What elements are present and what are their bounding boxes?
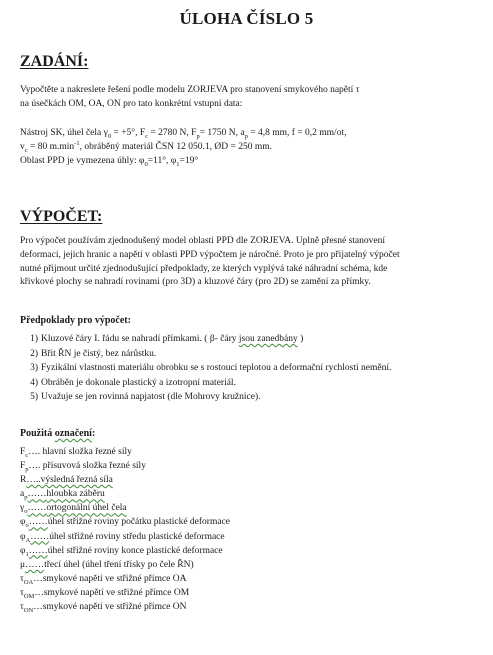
list-item: R…..výsledná řezná síla: [20, 475, 113, 486]
list-item: $\tau_{OA}\dots smykové$ napětí ve střižné přímce OA: [20, 573, 187, 586]
tau-symbol: τ: [355, 85, 360, 95]
list-item: $\tau_{OM}\dots smykové$ napětí ve střižné přímce OM: [20, 587, 190, 600]
list-item: $\tau_{ON}\dots smykové$ napětí ve střižné přímce ON: [20, 602, 187, 614]
section-heading-zadani: ZADÁNÍ:: [20, 53, 89, 70]
list-item: 1) Kluzové čáry I. řádu se nahradí přímkami. ( β- čáry jsou zanedbány ): [30, 334, 304, 344]
list-item: 5) Uvažuje se jen rovinná napjatost (dle Mohrovy kružnice).: [30, 392, 261, 402]
list-item: $a_p\dots\dots hloubka$ záběru: [20, 489, 105, 502]
list-item: 2) Břit ŘN je čistý, bez nárůstku.: [30, 348, 157, 359]
list-item: 4) Obráběn je dokonale plastický a izotropní materiál.: [30, 377, 236, 388]
task-line-2: na úsečkách OM, OA, ON pro tato konkrétní vstupní data:: [20, 98, 243, 109]
assumptions-list: [20, 332, 391, 405]
calc-line: deformací, jejich hranic a napětí v oblasti PPD výpočtem je náročné. Proto je pro přijatelný výpočet: [20, 249, 400, 260]
task-line-1: Vypočtěte a nakreslete řešení podle modelu ZORJEVA pro stanovení smykového napětí τ: [20, 85, 360, 95]
page-title: ÚLOHA ČÍSLO 5: [179, 9, 314, 28]
input-line-1: Nástroj SK, úhel čela $\gamma_0 = +5^\circ$, $F_c = 2780$ N, $F_p= 1750$ N, $a_p = 4,8$ mm, f = 0,2 mm/ot,: [20, 128, 347, 140]
input-line-3: Oblast PPD je vymezena úhly: $\varphi_0=11^\circ$, $\varphi_1=19^\circ$: [20, 155, 199, 168]
task-paragraph: [20, 84, 476, 112]
section-heading-vypocet: VÝPOČET:: [20, 208, 103, 225]
list-item: $F_c\dots$. hlavní složka řezné síly: [20, 447, 132, 459]
calc-line: křivkové plochy se nahradí rovinami (pro 3D) a kluzové čáry (pro 2D) se zamění za přímky.: [20, 277, 371, 288]
calculation-paragraph: [20, 235, 476, 290]
symbols-list: [20, 445, 230, 614]
symbols-heading: Použitá označení:: [20, 428, 96, 439]
calc-line: nutné přijmout určité zjednodušující předpoklady, ze kterých vyplývá také náhradní schéma, kde: [20, 263, 388, 274]
list-item: $\varphi_1\dots\dots úhel$ střižné roviny konce plastické deformace: [20, 545, 223, 558]
list-item: μ……třecí úhel (úhel tření třísky po čele ŘN): [20, 559, 194, 570]
list-item: $F_p\dots$. přísuvová složka řezné síly: [20, 461, 146, 473]
calc-line: Pro výpočet používám zjednodušený model oblasti PPD dle ZORJEVA. Uplně přesné stanovení: [20, 236, 385, 246]
input-line-2: $v_c = 80$ $m.\min^{-1}$, obráběný materiál ČSN 12 050.1, ØD = 250 mm.: [20, 139, 273, 154]
list-item: $\varphi_o\dots\dots úhel$ střižné roviny počátku plastické deformace: [20, 517, 231, 530]
list-item: $\varphi_A\dots\dots úhel$ střižné roviny středu plastické deformace: [20, 531, 225, 544]
list-item: 3) Fyzikální vlastnosti materiálu obrobku se s rostoucí teplotou a deformační rychlostí nemění.: [30, 363, 392, 373]
assumptions-heading: Předpoklady pro výpočet:: [20, 315, 131, 326]
list-item: $\gamma_o\dots\dots ortogoná\ln í$ úhel čela: [20, 503, 127, 516]
input-data-paragraph: [20, 127, 476, 168]
